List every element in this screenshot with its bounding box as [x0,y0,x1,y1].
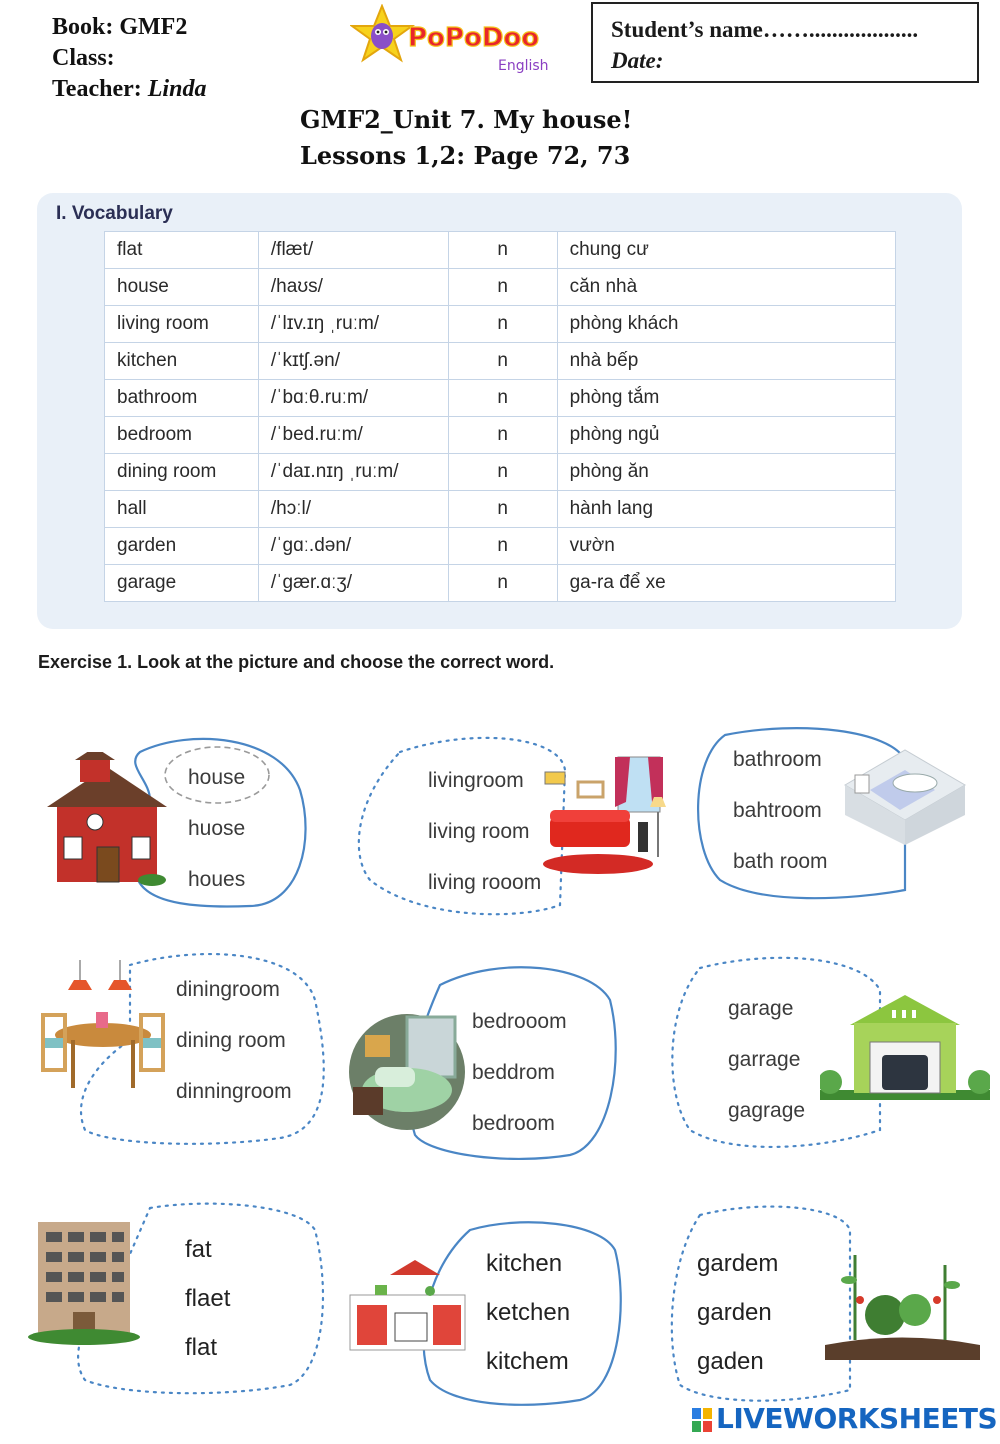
answer-option[interactable]: gagrage [728,1099,806,1122]
vocab-meaning: chung cư [557,232,895,269]
title-line-1: GMF2_Unit 7. My house! [300,105,633,134]
answer-option[interactable]: bathroom [733,748,822,771]
living-room-picture [540,752,670,877]
answer-option[interactable]: gaden [697,1348,764,1375]
vocab-pos: n [448,232,557,269]
vocab-pos: n [448,565,557,602]
vocab-ipa: /ˈbɑːθ.ruːm/ [258,380,448,417]
vocab-meaning: nhà bếp [557,343,895,380]
answer-option[interactable]: living rooom [428,871,542,894]
vocabulary-row [105,306,896,343]
title-line-2: Lessons 1,2: Page 72, 73 [300,141,631,170]
vocab-ipa: /ˈɡær.ɑːʒ/ [258,565,448,602]
vocabulary-row [105,269,896,306]
answer-option[interactable]: huose [188,817,246,840]
answer-option[interactable]: bedroom [472,1112,555,1135]
vocab-word: bathroom [105,380,259,417]
vocab-ipa: /ˈdaɪ.nɪŋ ˌruːm/ [258,454,448,491]
vocab-meaning: phòng khách [557,306,895,343]
answer-option[interactable]: house [188,766,246,789]
vocabulary-row [105,454,896,491]
page-title [300,102,632,174]
flat-picture [28,1212,140,1347]
vocab-word: kitchen [105,343,259,380]
vocab-pos: n [448,306,557,343]
dining-room-picture [38,960,168,1095]
answer-option[interactable]: garage [728,997,794,1020]
answer-option[interactable]: bahtroom [733,799,822,822]
logo-sub: English [498,58,549,74]
vocab-meaning: phòng ngủ [557,417,895,454]
answer-option[interactable]: kitchen [486,1250,563,1277]
liveworksheets-brand: LIVEWORKSHEETS [716,1402,998,1435]
student-info-box [591,2,979,83]
vocab-meaning: hành lang [557,491,895,528]
vocab-meaning: phòng tắm [557,380,895,417]
vocab-ipa: /ˈlɪv.ɪŋ ˌruːm/ [258,306,448,343]
answer-option[interactable]: flaet [185,1285,231,1312]
vocab-ipa: /hɔːl/ [258,491,448,528]
vocab-word: garden [105,528,259,565]
vocabulary-heading: I. Vocabulary [56,203,173,224]
vocab-word: garage [105,565,259,602]
vocab-ipa: /haʊs/ [258,269,448,306]
vocab-word: house [105,269,259,306]
answer-option[interactable]: fat [185,1236,212,1263]
vocab-meaning: ga-ra để xe [557,565,895,602]
date-label: Date: [611,48,664,73]
vocab-word: dining room [105,454,259,491]
answer-option[interactable]: livingroom [428,769,524,792]
vocab-word: hall [105,491,259,528]
vocab-word: flat [105,232,259,269]
vocabulary-row [105,417,896,454]
class-line: Class: [52,45,115,71]
answer-option[interactable]: dining room [176,1029,286,1052]
vocab-pos: n [448,417,557,454]
vocabulary-row [105,380,896,417]
answer-option[interactable]: diningroom [176,978,280,1001]
exercise-1-title: Exercise 1. Look at the picture and choose the correct word. [38,652,555,672]
garage-picture [820,990,990,1102]
vocabulary-row [105,565,896,602]
vocab-meaning: căn nhà [557,269,895,306]
answer-option[interactable]: houes [188,868,246,891]
vocab-meaning: vườn [557,528,895,565]
vocab-ipa: /ˈkɪtʃ.ən/ [258,343,448,380]
bathroom-picture [840,745,970,845]
kitchen-picture [345,1255,470,1355]
answer-option[interactable]: ketchen [486,1299,571,1326]
vocab-pos: n [448,454,557,491]
answer-option[interactable]: bath room [733,850,828,873]
vocab-word: bedroom [105,417,259,454]
vocabulary-row [105,491,896,528]
vocab-pos: n [448,491,557,528]
popodoo-logo [350,4,555,76]
liveworksheets-mark-icon [692,1408,712,1432]
vocab-pos: n [448,528,557,565]
answer-option[interactable]: beddrom [472,1061,555,1084]
bedroom-picture [345,1005,470,1140]
answer-option[interactable]: garden [697,1299,772,1326]
vocabulary-row [105,232,896,269]
vocab-pos: n [448,269,557,306]
vocabulary-table [104,231,896,602]
answer-option[interactable]: kitchem [486,1348,569,1375]
header-info [52,12,206,105]
answer-option[interactable]: gardem [697,1250,779,1277]
vocabulary-row [105,343,896,380]
student-name-label: Student’s name……................... [611,17,919,42]
teacher-line: Teacher: Linda [52,76,207,102]
book-line: Book: GMF2 [52,14,188,40]
vocab-pos: n [448,343,557,380]
answer-option[interactable]: dinningroom [176,1080,292,1103]
vocab-meaning: phòng ăn [557,454,895,491]
answer-option[interactable]: garrage [728,1048,801,1071]
answer-option[interactable]: flat [185,1334,218,1361]
vocabulary-row [105,528,896,565]
logo-text: PoPoDoo [408,23,540,53]
answer-option[interactable]: living room [428,820,530,843]
vocab-word: living room [105,306,259,343]
vocab-pos: n [448,380,557,417]
vocab-ipa: /ˈɡɑː.dən/ [258,528,448,565]
vocab-ipa: /flæt/ [258,232,448,269]
vocab-ipa: /ˈbed.ruːm/ [258,417,448,454]
garden-picture [825,1240,980,1365]
answer-option[interactable]: bedrooom [472,1010,567,1033]
house-picture [42,752,172,887]
